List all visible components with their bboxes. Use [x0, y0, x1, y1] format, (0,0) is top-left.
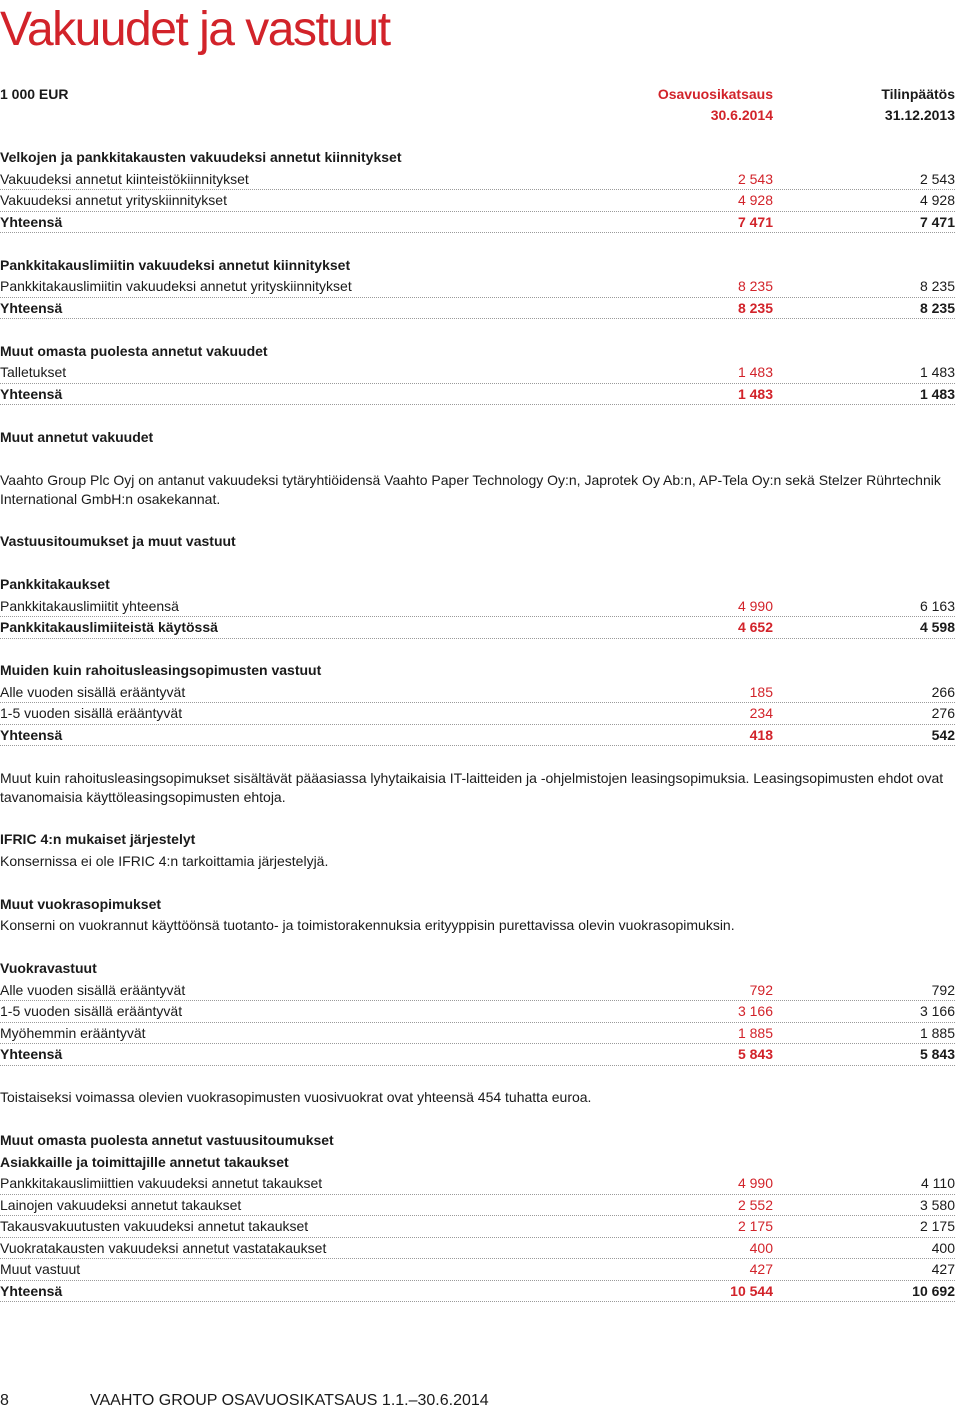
row-label: Pankkitakauslimiittien vakuudeksi annetut takaukset: [0, 1175, 323, 1191]
value-current: 10 544: [730, 1282, 773, 1299]
value-previous: 3 166: [919, 1003, 955, 1019]
section-heading: Muut vuokrasopimukset: [0, 895, 162, 912]
table-row: [0, 596, 955, 618]
table-row: [0, 1259, 955, 1281]
value-current: 1 483: [737, 385, 773, 402]
section-heading: Velkojen ja pankkitakausten vakuudeksi annetut kiinnitykset: [0, 149, 402, 165]
total-row: [0, 212, 955, 234]
paragraph: Vaahto Group Plc Oyj on antanut vakuudeksi tytäryhtiöidensä Vaahto Paper Technology Oy:n, Japrotek Oy Ab:n, AP-Tela Oy:n sekä Stelzer Rührtechnik International GmbH:n osakekannat.: [0, 471, 941, 507]
value-previous: 1 483: [919, 385, 955, 402]
row-label: Takausvakuutusten vakuudeksi annetut takaukset: [0, 1218, 309, 1234]
value-previous: 400: [931, 1239, 955, 1256]
value-current: 2 552: [737, 1196, 773, 1213]
column-header-financial-statement-date: 31.12.2013: [884, 107, 955, 123]
table-row: [0, 1173, 955, 1195]
row-label: Yhteensä: [0, 299, 63, 316]
table-row: [0, 169, 955, 191]
value-current: 792: [749, 981, 773, 998]
value-previous: 266: [931, 683, 955, 700]
section-heading: Muut omasta puolesta annetut vastuusitoumukset: [0, 1132, 334, 1148]
value-current: 4 990: [737, 597, 773, 614]
section-heading: Pankkitakaukset: [0, 576, 110, 592]
table-row: [0, 980, 955, 1002]
value-previous: 542: [931, 726, 955, 743]
table-row: [0, 190, 955, 212]
row-label: Yhteensä: [0, 726, 63, 743]
paragraph-text: Konserni on vuokrannut käyttöönsä tuotanto- ja toimistorakennuksia erityyppisin purettavissa olevin vuokrasopimuksin.: [0, 917, 735, 933]
value-previous: 427: [931, 1261, 955, 1277]
table-row: [0, 703, 955, 725]
section-subheading: Asiakkaille ja toimittajille annetut takaukset: [0, 1153, 289, 1170]
value-current: 5 843: [737, 1046, 773, 1062]
total-row: [0, 725, 955, 747]
column-header-period-date: 30.6.2014: [710, 107, 773, 123]
value-previous: 10 692: [912, 1282, 955, 1299]
paragraph: [0, 915, 955, 937]
value-previous: 4 928: [919, 192, 955, 208]
table-row: [0, 1238, 955, 1260]
section-heading: Muiden kuin rahoitusleasingsopimusten vastuut: [0, 662, 322, 678]
value-previous: 3 580: [919, 1196, 955, 1213]
value-current: 427: [749, 1261, 773, 1277]
row-label: Pankkitakauslimiitin vakuudeksi annetut yrityskiinnitykset: [0, 278, 352, 294]
value-previous: 276: [931, 705, 955, 721]
total-row: [0, 384, 955, 406]
row-label: Alle vuoden sisällä erääntyvät: [0, 683, 186, 700]
value-current: 8 235: [737, 278, 773, 294]
value-current: 4 990: [737, 1175, 773, 1191]
row-label: Muut vastuut: [0, 1261, 81, 1277]
row-label: Yhteensä: [0, 1282, 63, 1299]
value-current: 185: [749, 683, 773, 700]
total-row: [0, 617, 955, 639]
column-header-period: Osavuosikatsaus: [657, 86, 773, 102]
value-previous: 792: [931, 981, 955, 998]
page-number: 8: [0, 1392, 9, 1409]
table-row: [0, 682, 955, 704]
value-previous: 2 543: [919, 170, 955, 187]
row-label: Vuokratakausten vakuudeksi annetut vastatakaukset: [0, 1239, 327, 1256]
value-current: 1 885: [737, 1024, 773, 1041]
value-previous: 5 843: [919, 1046, 955, 1062]
page-footer: [0, 1392, 489, 1410]
value-current: 2 543: [737, 170, 773, 187]
page-title: Vakuudet ja vastuut: [0, 3, 390, 56]
row-label: 1-5 vuoden sisällä erääntyvät: [0, 1003, 183, 1019]
row-label: Lainojen vakuudeksi annetut takaukset: [0, 1196, 242, 1213]
table-row: [0, 1001, 955, 1023]
value-previous: 8 235: [919, 299, 955, 316]
value-previous: 8 235: [919, 278, 955, 294]
table-row: [0, 1216, 955, 1238]
row-label: Myöhemmin erääntyvät: [0, 1024, 146, 1041]
value-current: 2 175: [737, 1218, 773, 1234]
total-row: [0, 1044, 955, 1066]
row-label: Alle vuoden sisällä erääntyvät: [0, 981, 186, 998]
value-current: 7 471: [737, 213, 773, 230]
row-label: Pankkitakauslimiitit yhteensä: [0, 597, 179, 614]
value-previous: 6 163: [919, 597, 955, 614]
value-current: 4 928: [737, 192, 773, 208]
row-label: 1-5 vuoden sisällä erääntyvät: [0, 705, 183, 721]
value-previous: 1 885: [919, 1024, 955, 1041]
row-label: Yhteensä: [0, 213, 63, 230]
value-current: 1 483: [737, 364, 773, 380]
total-row: [0, 1281, 955, 1303]
paragraph: [0, 1087, 955, 1109]
value-current: 4 652: [737, 619, 773, 635]
row-label: Yhteensä: [0, 385, 63, 402]
value-current: 234: [749, 705, 773, 721]
section-heading: Muut omasta puolesta annetut vakuudet: [0, 342, 268, 359]
row-label: Vakuudeksi annetut yrityskiinnitykset: [0, 192, 227, 208]
table-row: [0, 1023, 955, 1045]
paragraph: Muut kuin rahoitusleasingsopimukset sisältävät pääasiassa lyhytaikaisia IT-laitteiden ja -ohjelmistojen leasingsopimuksia. Leasingsopimusten ehdot ovat tavanomaisia käyttöleasingsopimusten ehtoja.: [0, 769, 944, 805]
total-row: [0, 298, 955, 320]
value-current: 400: [749, 1239, 773, 1256]
section-heading: Vastuusitoumukset ja muut vastuut: [0, 533, 236, 549]
value-previous: 2 175: [919, 1218, 955, 1234]
row-label: Yhteensä: [0, 1046, 63, 1062]
paragraph: [0, 851, 955, 873]
footer-text: VAAHTO GROUP OSAVUOSIKATSAUS 1.1.–30.6.2014: [90, 1392, 489, 1409]
value-current: 8 235: [737, 299, 773, 316]
paragraph-text: Konsernissa ei ole IFRIC 4:n tarkoittamia järjestelyjä.: [0, 852, 329, 869]
section-heading: Vuokravastuut: [0, 960, 97, 976]
table-row: [0, 362, 955, 384]
row-label: Vakuudeksi annetut kiinteistökiinnitykset: [0, 170, 249, 187]
value-previous: 7 471: [919, 213, 955, 230]
section-heading: IFRIC 4:n mukaiset järjestelyt: [0, 831, 196, 847]
row-label: Pankkitakauslimiiteistä käytössä: [0, 619, 218, 635]
unit-label: 1 000 EUR: [0, 86, 69, 102]
value-previous: 1 483: [919, 364, 955, 380]
value-current: 3 166: [737, 1003, 773, 1019]
value-previous: 4 110: [921, 1175, 955, 1191]
paragraph-text: Toistaiseksi voimassa olevien vuokrasopimusten vuosivuokrat ovat yhteensä 454 tuhatta euroa.: [0, 1089, 592, 1105]
value-current: 418: [749, 726, 773, 743]
report-body: [0, 147, 955, 1302]
row-label: Talletukset: [0, 364, 67, 380]
column-header-financial-statement: Tilinpäätös: [881, 86, 955, 102]
value-previous: 4 598: [919, 619, 955, 635]
section-heading: Muut annetut vakuudet: [0, 428, 154, 445]
table-row: [0, 276, 955, 298]
table-row: [0, 1195, 955, 1217]
section-heading: Pankkitakauslimiitin vakuudeksi annetut kiinnitykset: [0, 256, 351, 273]
